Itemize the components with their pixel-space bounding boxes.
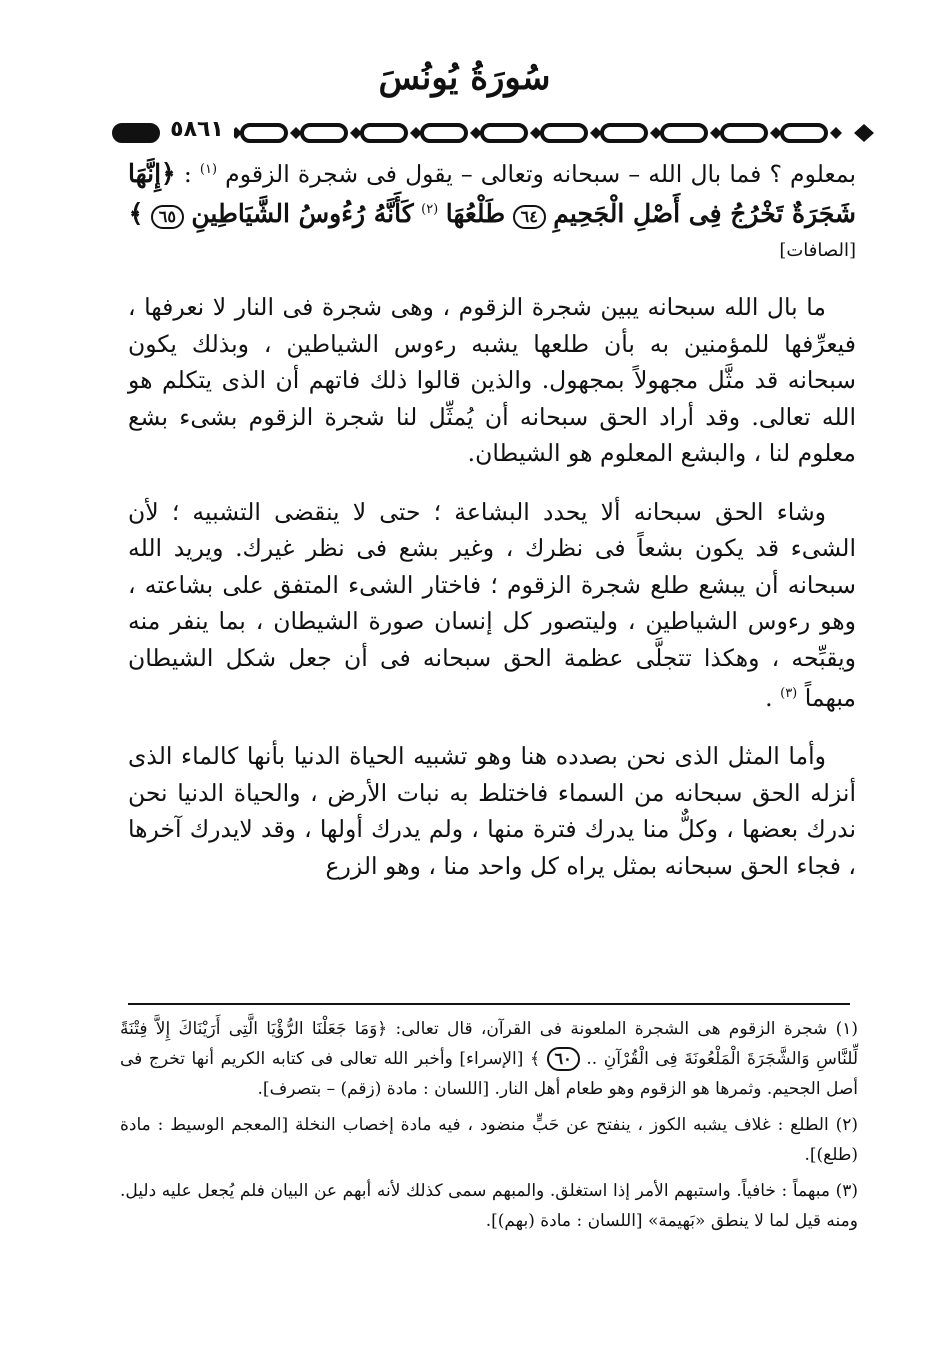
footnotes xyxy=(120,1014,858,1242)
p3-text: وشاء الحق سبحانه ألا يحدد البشاعة ؛ حتى لا ينقضى التشبيه ؛ لأن الشىء قد يكون بشعاً فى نظرك ، وغير بشع فى نظر غيرك. ويريد الله سبحانه أن يبشع طلع شجرة الزقوم ؛ فاختار الشىء المتفق على بشاعته ، وهو رءوس الشياطين ، وليتصور كل إنسان صورة الشيطان ، بما ينفر منه ويقبِّحه ، وهكذا تتجلَّى عظمة الحق سبحانه فى أن جعل شكل الشيطان مبهماً xyxy=(128,497,856,712)
verse-number-65: ٦٥ xyxy=(151,205,184,229)
footnote-ref-2: (٢) xyxy=(421,202,439,218)
surah-reference: [الصافات] xyxy=(779,239,856,261)
footnote-1-b: ﴾ [الإسراء] وأخبر الله تعالى فى كتابه الكريم أنها تخرج فى أصل الجحيم. وثمرها هو الزقوم وهو طعام أهل النار. [اللسان : مادة (زقم) – بتصرف]. xyxy=(120,1049,858,1099)
quran-bracket-end: ﴾ xyxy=(128,199,144,229)
footnote-1-a: (١) شجرة الزقوم هى الشجرة الملعونة فى القرآن، قال تعالى: ﴿وَمَا جَعَلْنَا الرُّؤْيَا الَّتِى أَرَيْنَاكَ إِلاَّ فِتْنَةً لِّلنَّاسِ وَالشَّجَرَةَ الْمَلْعُونَةَ فِى الْقُرْآنِ .. xyxy=(120,1019,859,1069)
footnote-1 xyxy=(120,1014,858,1104)
footnote-divider xyxy=(128,1003,850,1005)
p1-intro: بمعلوم ؟ فما بال الله – سبحانه وتعالى – يقول فى شجرة الزقوم xyxy=(225,159,856,188)
p1-colon: : xyxy=(175,159,192,188)
footnote-2: (٢) الطلع : غلاف يشبه الكوز ، ينفتح عن حَبٍّ منضود ، فيه مادة إخصاب النخلة [المعجم الوسيط : مادة (طلع)]. xyxy=(120,1115,858,1165)
verse-number-64: ٦٤ xyxy=(513,205,546,229)
quran-verse-c: كَأَنَّهُ رُءُوسُ الشَّيَاطِينِ xyxy=(191,199,414,229)
paragraph-1 xyxy=(128,152,856,269)
paragraph-3 xyxy=(128,494,856,717)
quran-verse-a: ﴿إِنَّهَا شَجَرَةٌ تَخْرُجُ فِى أَصْلِ الْجَحِيمِ xyxy=(128,158,856,229)
paragraph-4: وأما المثل الذى نحن بصدده هنا وهو تشبيه الحياة الدنيا بأنها كالماء الذى أنزله الحق سبحانه من السماء فاختلط به نبات الأرض ، والحياة الدنيا نحن ندرك بعضها ، وكلٌّ منا يدرك فترة منها ، ولم يدرك أولها ، وقد لايدرك آخرها ، فجاء الحق سبحانه بمثل يراه كل واحد منا ، وهو الزرع xyxy=(128,742,856,880)
footnote-ref-1: (١) xyxy=(199,162,218,177)
footnote-3: (٣) مبهماً : خافياً. واستبهم الأمر إذا استغلق. والمبهم سمى كذلك لأنه أبهم عن البيان فلم يُجعل عليه دليل. ومنه قيل لما لا ينطق «بَهيمة» [اللسان : مادة (بهم)]. xyxy=(120,1181,858,1231)
footnote-ref-3: (٣) xyxy=(780,686,798,702)
page-number: ٥٨٦١ xyxy=(160,117,234,142)
footnote-1-verse-number: ٦٠ xyxy=(547,1047,580,1071)
paragraph-2: ما بال الله سبحانه يبين شجرة الزقوم ، وهى شجرة فى النار لا نعرفها ، فيعرِّفها للمؤمنين به بأن طلعها يشبه رءوس الشياطين ، وبذلك يكون سبحانه قد مثَّل مجهولاً بمجهول. والذين قالوا ذلك فاتهم أن الذى يتكلم هو الله تعالى. وقد أراد الحق سبحانه أن يُمثِّل لنا شجرة الزقوم بشىء بشع معلوم لنا ، والبشع المعلوم هو الشيطان. xyxy=(128,293,856,468)
main-text xyxy=(128,152,856,884)
quran-verse-b: طَلْعُهَا xyxy=(445,199,506,229)
surah-title: سُورَةُ يُونُسَ xyxy=(378,58,551,98)
p3-end: . xyxy=(765,683,773,712)
